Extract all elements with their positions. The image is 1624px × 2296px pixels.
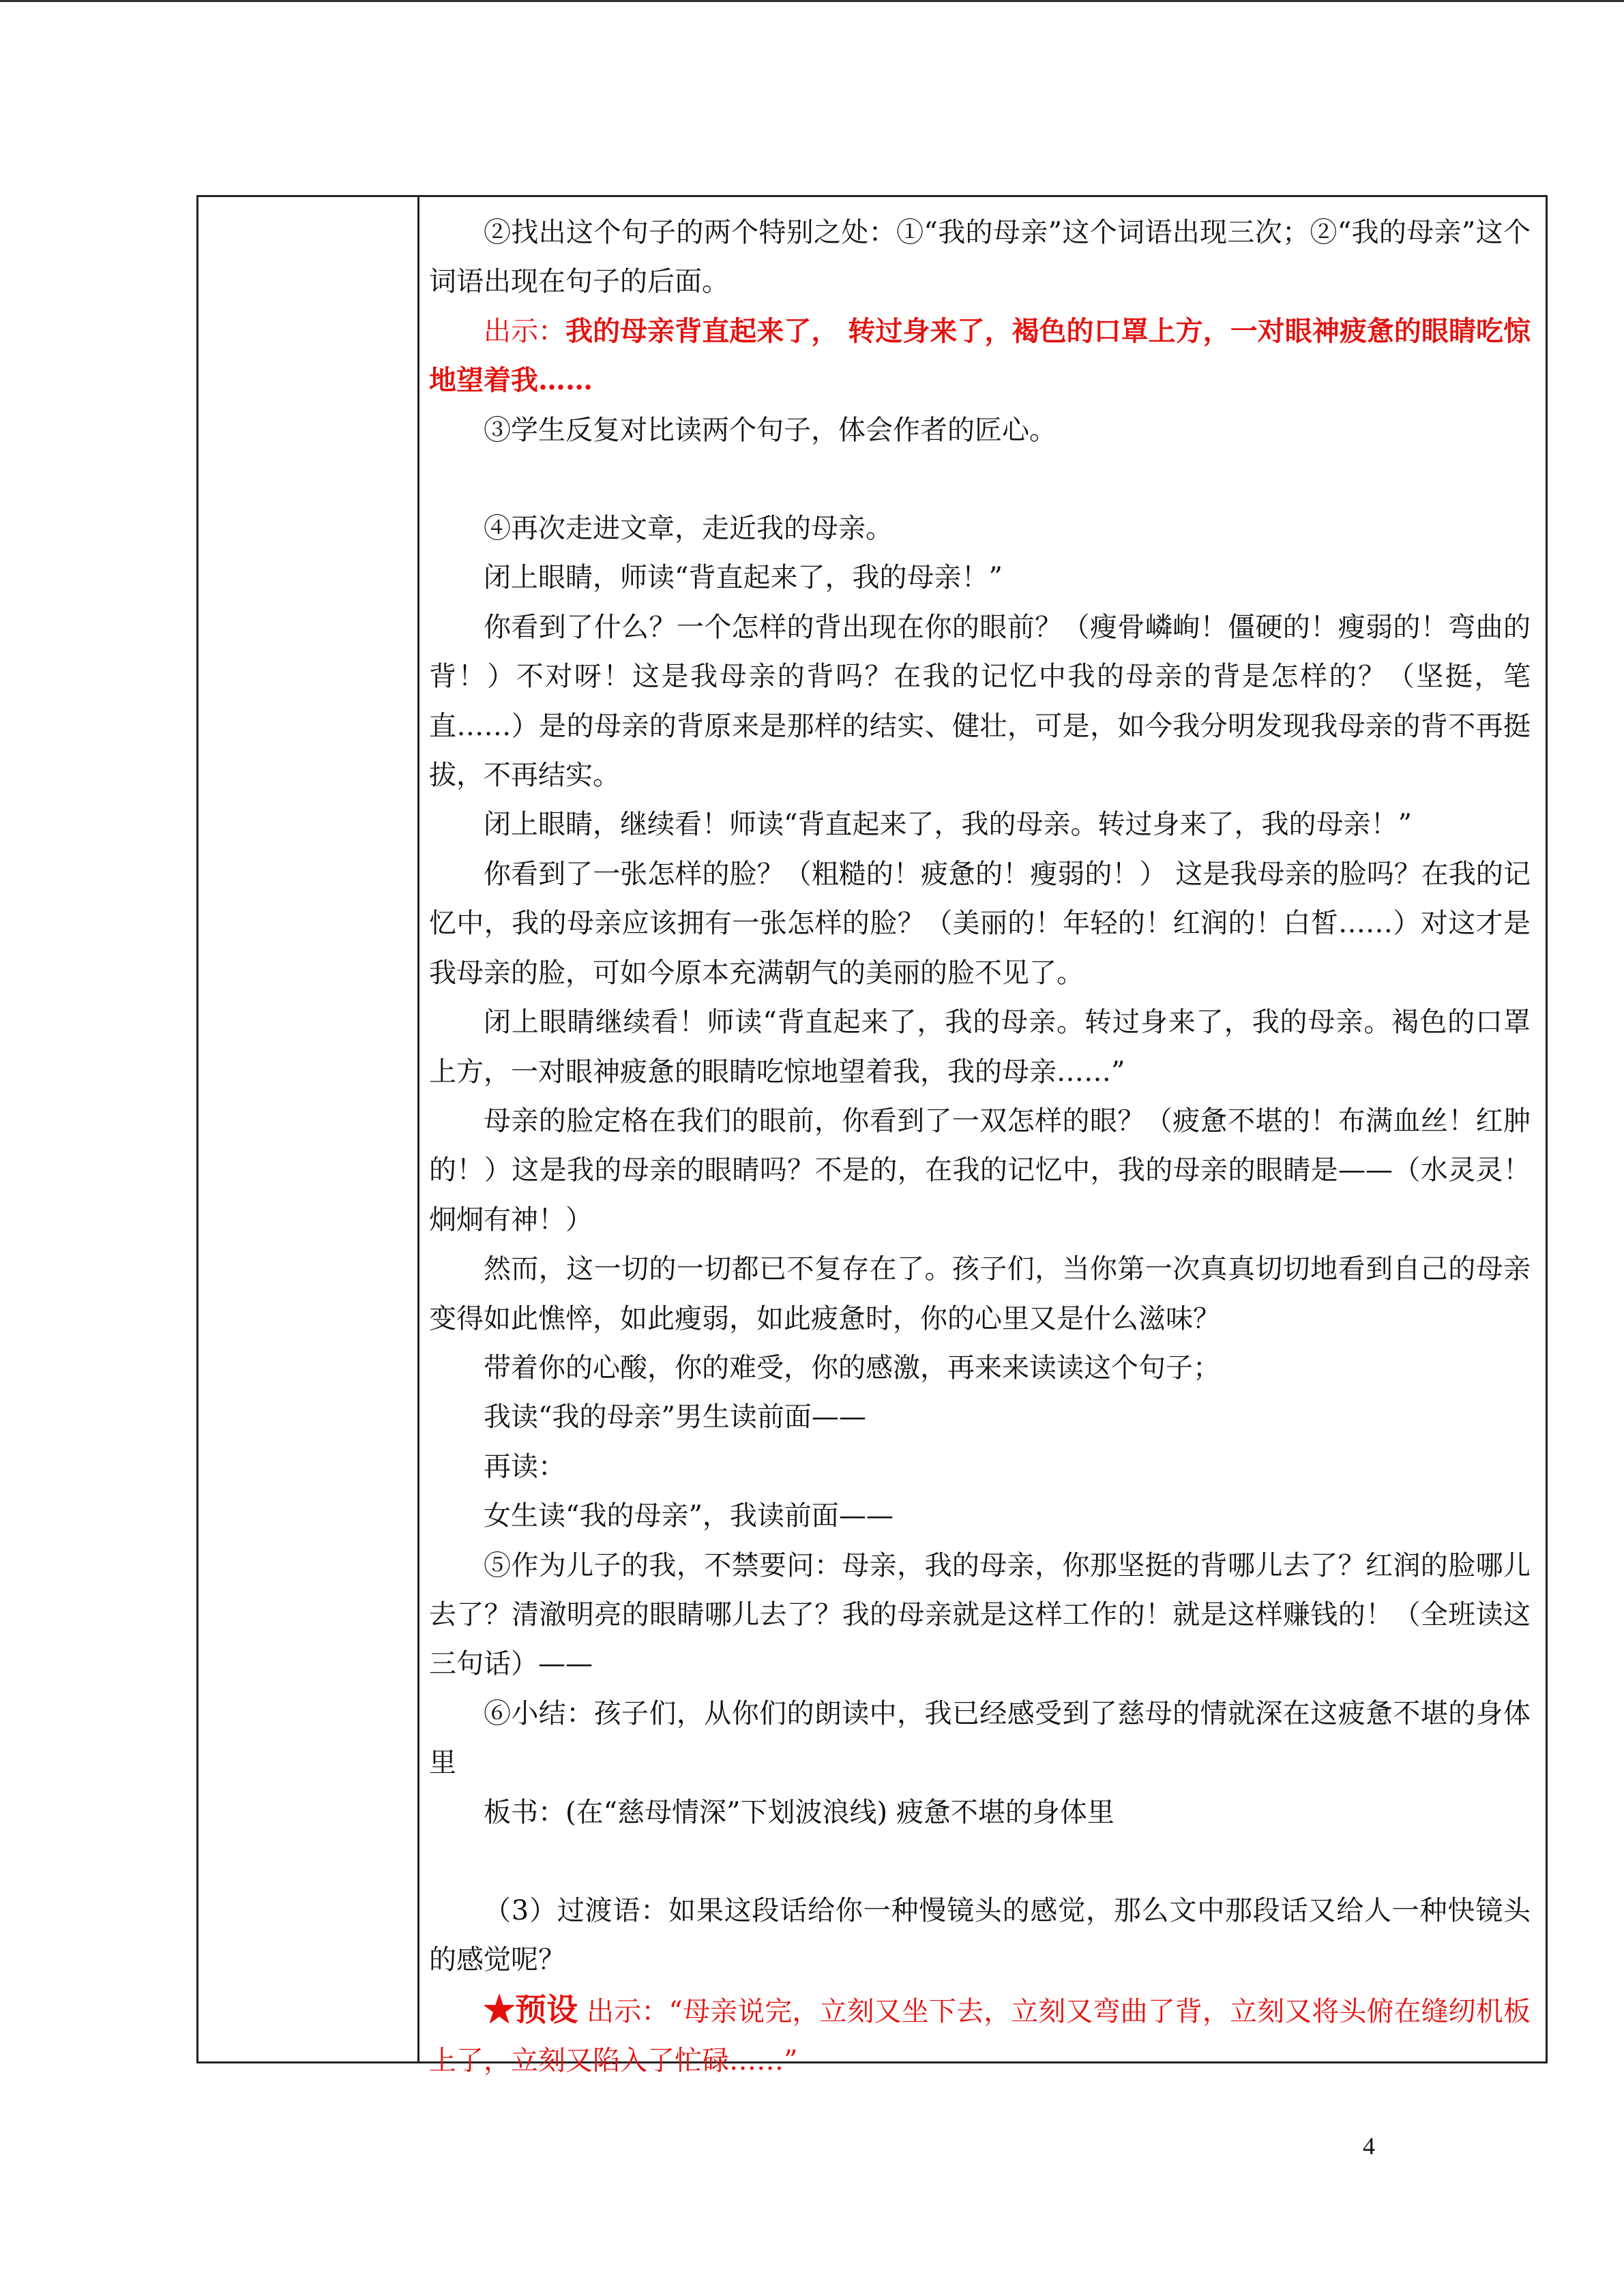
paragraph-feeling-question: 然而，这一切的一切都已不复存在了。孩子们，当你第一次真真切切地看到自己的母亲变得如此憔悴，如此瘦弱，如此疲惫时，你的心里又是什么滋味？ bbox=[429, 1253, 1531, 1335]
paragraph-show-sentence bbox=[429, 307, 1531, 406]
blank-line bbox=[429, 455, 1531, 504]
top-border-line bbox=[0, 0, 1624, 2]
paragraph-transition: （3）过渡语：如果这段话给你一种慢镜头的感觉，那么文中那段话又给人一种快镜头的感觉呢？ bbox=[429, 1895, 1531, 1976]
preset-text: 出示：“母亲说完，立刻又坐下去，立刻又弯曲了背，立刻又将头俯在缝纫机板上了，立刻又陷入了忙碌……” bbox=[429, 1995, 1531, 2077]
paragraph-son-asks: ⑤作为儿子的我，不禁要问：母亲，我的母亲，你那坚挺的背哪儿去了？红润的脸哪儿去了？清澈明亮的眼睛哪儿去了？我的母亲就是这样工作的！就是这样赚钱的！（全班读这三句话）—— bbox=[429, 1549, 1531, 1680]
paragraph-eyes-description: 母亲的脸定格在我们的眼前，你看到了一双怎样的眼？（疲惫不堪的！布满血丝！红肿的！）这是我的母亲的眼睛吗？不是的，在我的记忆中，我的母亲的眼睛是——（水灵灵！炯炯有神！） bbox=[429, 1105, 1531, 1236]
paragraph-boys-read: 我读“我的母亲”男生读前面—— bbox=[484, 1401, 866, 1433]
paragraph-read-again: 带着你的心酸，你的难受，你的感激，再来来读读这个句子； bbox=[484, 1352, 1220, 1384]
paragraph-find-features: ②找出这个句子的两个特别之处：①“我的母亲”这个词语出现三次；②“我的母亲”这个词语出现在句子的后面。 bbox=[429, 217, 1531, 298]
blank-line bbox=[429, 1837, 1531, 1886]
paragraph-preset bbox=[429, 1985, 1531, 2086]
paragraph-approach-mother: ④再次走进文章，走近我的母亲。 bbox=[484, 513, 893, 545]
paragraph-back-description: 你看到了什么？一个怎样的背出现在你的眼前？（瘦骨嶙峋！僵硬的！瘦弱的！弯曲的背！）不对呀！这是我母亲的背吗？在我的记忆中我的母亲的背是怎样的？（坚挺，笔直……）是的母亲的背原来是那样的结实、健壮，可是，如今我分明发现我母亲的背不再挺拔，不再结实。 bbox=[429, 611, 1531, 792]
table-left-column bbox=[198, 197, 419, 2061]
show-sentence-text: 我的母亲背直起来了， 转过身来了，褐色的口罩上方，一对眼神疲惫的眼睛吃惊地望着我…… bbox=[429, 314, 1531, 397]
paragraph-read-again-2: 再读： bbox=[484, 1450, 565, 1482]
show-label: 出示： bbox=[484, 315, 566, 347]
paragraph-close-eyes-3: 闭上眼睛继续看！师读“背直起来了，我的母亲。转过身来了，我的母亲。褐色的口罩上方，一对眼神疲惫的眼睛吃惊地望着我，我的母亲……” bbox=[429, 1007, 1531, 1088]
lesson-plan-table bbox=[196, 195, 1548, 2077]
paragraph-compare-reading: ③学生反复对比读两个句子，体会作者的匠心。 bbox=[484, 414, 1057, 446]
paragraph-summary: ⑥小结：孩子们，从你们的朗读中，我已经感受到了慈母的情就深在这疲惫不堪的身体里 bbox=[429, 1697, 1531, 1779]
paragraph-blackboard: 板书：(在“慈母情深”下划波浪线) 疲惫不堪的身体里 bbox=[484, 1796, 1114, 1828]
preset-star-label: ★预设 bbox=[484, 1991, 578, 2028]
page-number: 4 bbox=[1363, 2132, 1375, 2160]
paragraph-face-description: 你看到了一张怎样的脸？（粗糙的！疲惫的！瘦弱的！） 这是我母亲的脸吗？在我的记忆中，我的母亲应该拥有一张怎样的脸？（美丽的！年轻的！红润的！白皙……）对这才是我母亲的脸，可如今原本充满朝气的美丽的脸不见了。 bbox=[429, 858, 1531, 989]
table-content-cell bbox=[419, 197, 1546, 2077]
paragraph-close-eyes-2: 闭上眼睛，继续看！师读“背直起来了，我的母亲。转过身来了，我的母亲！” bbox=[484, 809, 1412, 841]
paragraph-girls-read: 女生读“我的母亲”，我读前面—— bbox=[484, 1500, 894, 1532]
paragraph-close-eyes-1: 闭上眼睛，师读“背直起来了，我的母亲！” bbox=[484, 562, 1003, 594]
